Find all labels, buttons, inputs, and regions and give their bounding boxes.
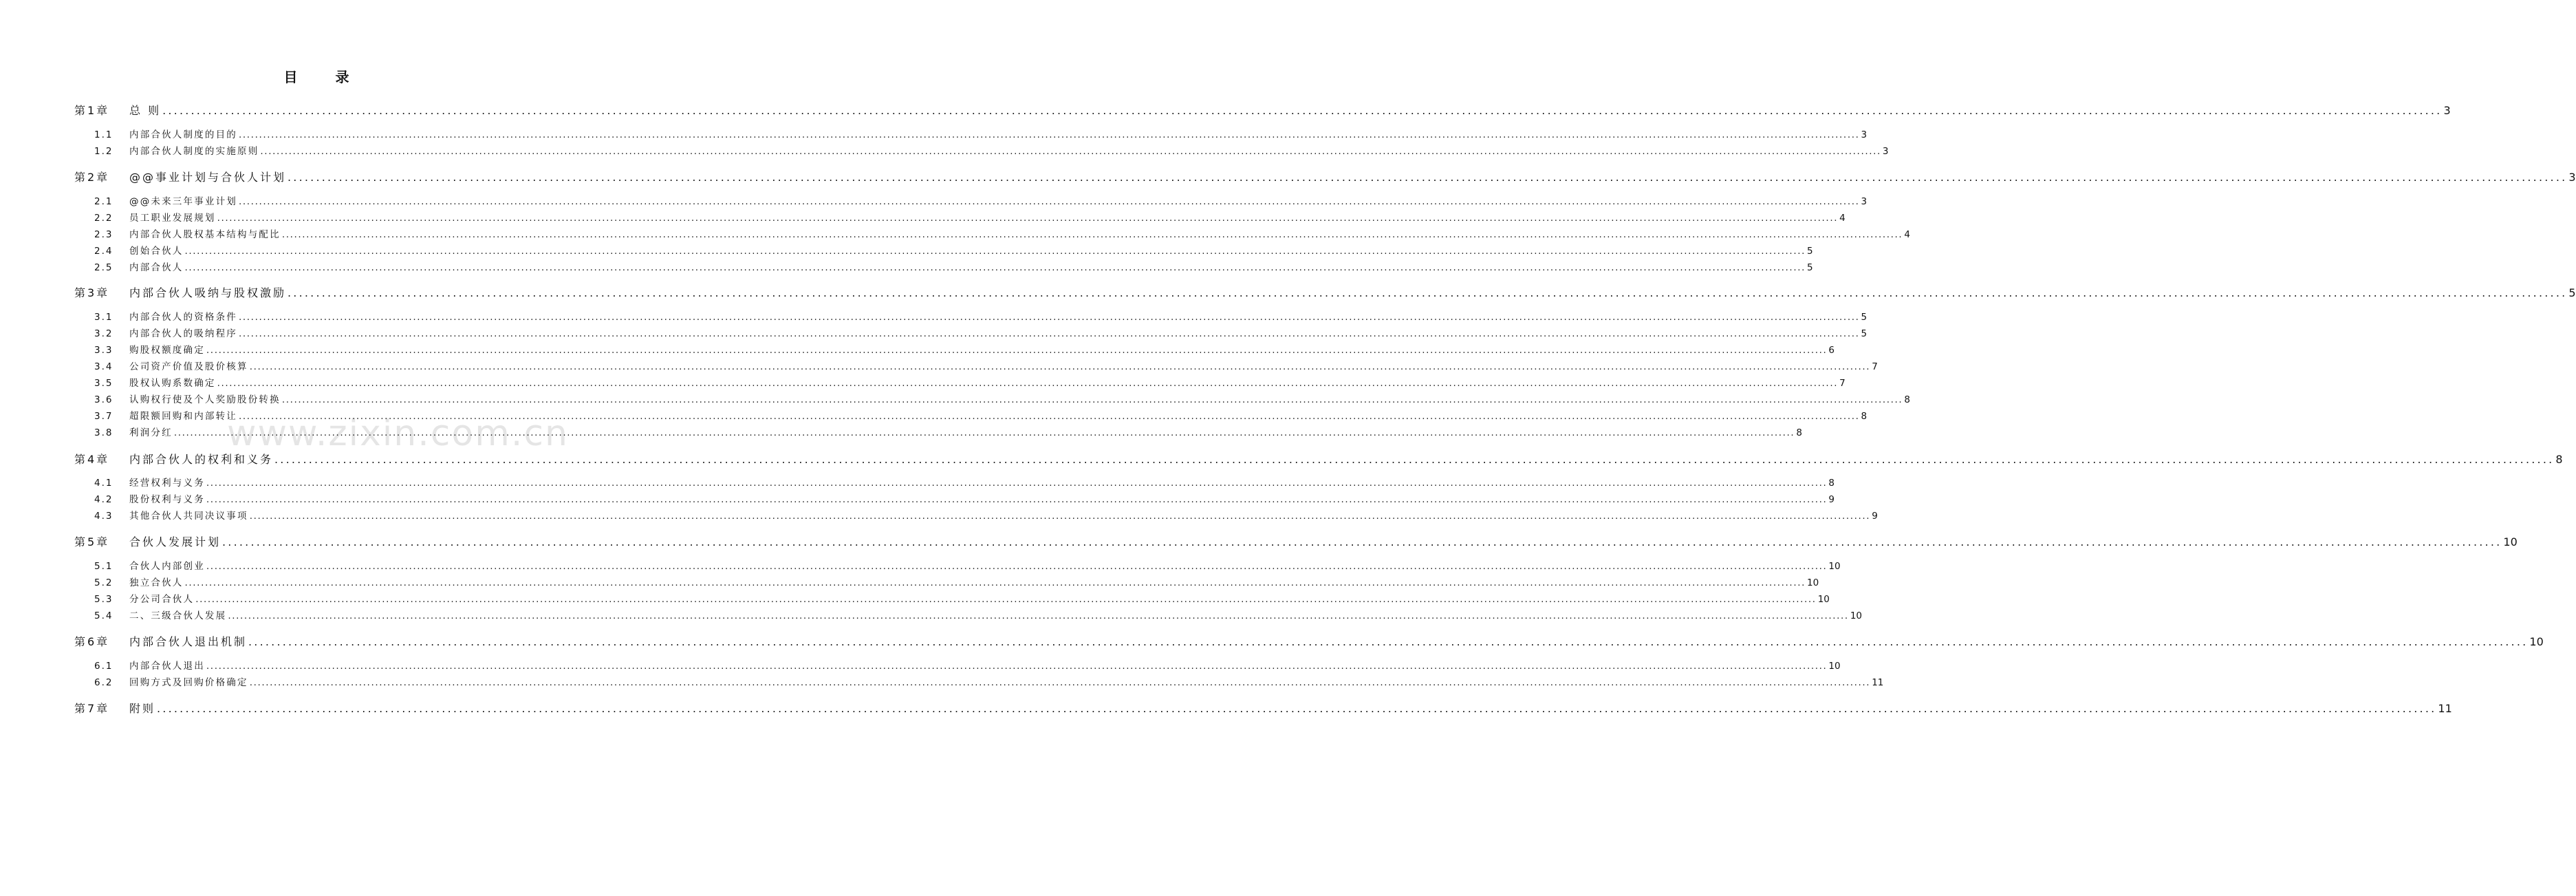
dot-leader: ................................................................................................................................................................................................................................................................................................................................................................................................................ [281,394,1903,405]
toc-chapter-entry[interactable] [74,534,2518,551]
toc-section-entry[interactable] [94,576,1819,590]
toc-entry-label: 创始合伙人 [129,246,184,257]
toc-chapter-entry[interactable] [74,701,2452,717]
toc-entry-number: 3.8 [94,427,113,438]
toc-entry-label: 认购权行使及个人奖励股份转换 [129,394,281,405]
toc-section-entry[interactable] [94,145,1889,158]
toc-entry-page-number: 5 [2568,286,2576,299]
toc-chapter-entry[interactable] [74,451,2563,468]
dot-leader: ................................................................................................................................................................................................................................................................................................................................................................................................................ [274,453,2555,466]
dot-leader: ................................................................................................................................................................................................................................................................................................................................................................................................................ [288,171,2568,184]
toc-section-entry[interactable] [94,128,1868,142]
dot-leader: ................................................................................................................................................................................................................................................................................................................................................................................................................ [184,262,1806,273]
toc-section-entry[interactable] [94,609,1863,623]
toc-section-entry[interactable] [94,676,1884,690]
toc-entry-page-number: 7 [1872,361,1878,372]
toc-entry-page-number: 10 [1828,561,1841,572]
dot-leader: ................................................................................................................................................................................................................................................................................................................................................................................................................ [184,577,1806,588]
dot-leader: ................................................................................................................................................................................................................................................................................................................................................................................................................ [195,594,1817,605]
toc-entry-number: 5.3 [94,594,113,605]
dot-leader: ................................................................................................................................................................................................................................................................................................................................................................................................................ [239,411,1860,422]
toc-entry-label: 其他合伙人共同决议事项 [129,511,248,522]
toc-entry-label: 内部合伙人股权基本结构与配比 [129,229,281,240]
toc-section-entry[interactable] [94,593,1830,606]
toc-entry-number: 第1章 [74,104,110,117]
toc-entry-label: 超限额回购和内部转让 [129,411,237,422]
toc-entry-number: 第4章 [74,453,110,466]
dot-leader: ................................................................................................................................................................................................................................................................................................................................................................................................................ [260,146,1881,157]
dot-leader: ................................................................................................................................................................................................................................................................................................................................................................................................................ [206,478,1828,489]
toc-entry-page-number: 10 [1817,594,1830,605]
toc-entry-number: 第5章 [74,535,110,548]
toc-entry-label: 内部合伙人吸纳与股权激励 [129,286,287,299]
toc-entry-page-number: 10 [2529,635,2544,648]
toc-section-entry[interactable] [94,409,1868,423]
dot-leader: ................................................................................................................................................................................................................................................................................................................................................................................................................ [222,535,2502,548]
dot-leader: ................................................................................................................................................................................................................................................................................................................................................................................................................ [288,286,2568,299]
toc-entry-page-number: 3 [2443,104,2451,117]
toc-title: 目 录 [283,69,366,85]
toc-section-entry[interactable] [94,195,1868,209]
toc-entry-label: 内部合伙人的吸纳程序 [129,328,237,339]
dot-leader: ................................................................................................................................................................................................................................................................................................................................................................................................................ [248,635,2529,648]
toc-entry-page-number: 4 [1839,213,1846,224]
toc-entry-number: 6.1 [94,661,113,672]
toc-entry-number: 第3章 [74,286,110,299]
dot-leader: ................................................................................................................................................................................................................................................................................................................................................................................................................ [206,661,1828,672]
toc-entry-number: 第2章 [74,171,110,184]
toc-entry-number: 3.3 [94,345,113,356]
toc-entry-page-number: 8 [1828,478,1835,489]
toc-entry-label: 回购方式及回购价格确定 [129,677,248,688]
toc-entry-label: 经营权利与义务 [129,478,205,489]
toc-entry-page-number: 11 [2438,702,2452,715]
dot-leader: ................................................................................................................................................................................................................................................................................................................................................................................................................ [157,702,2437,715]
toc-entry-number: 4.3 [94,511,113,522]
dot-leader: ................................................................................................................................................................................................................................................................................................................................................................................................................ [239,328,1860,339]
toc-entry-number: 5.4 [94,610,113,621]
toc-entry-number: 5.1 [94,561,113,572]
toc-chapter-entry[interactable] [74,169,2576,186]
toc-section-entry[interactable] [94,244,1813,258]
dot-leader: ................................................................................................................................................................................................................................................................................................................................................................................................................ [249,361,1871,372]
toc-entry-label: 总 则 [129,104,162,117]
toc-entry-number: 2.4 [94,246,113,257]
toc-entry-label: 内部合伙人的资格条件 [129,312,237,323]
toc-entry-number: 3.1 [94,312,113,323]
toc-entry-label: 合伙人内部创业 [129,561,205,572]
toc-entry-label: 内部合伙人制度的实施原则 [129,146,259,157]
watermark: www.zixin.com.cn [227,413,569,454]
toc-entry-number: 4.1 [94,478,113,489]
toc-entry-page-number: 7 [1839,378,1846,389]
toc-section-entry[interactable] [94,228,1910,242]
toc-chapter-entry[interactable] [74,285,2576,301]
toc-entry-number: 1.1 [94,129,113,140]
toc-entry-label: 内部合伙人的权利和义务 [129,453,274,466]
toc-entry-page-number: 3 [1882,146,1889,157]
toc-entry-page-number: 5 [1807,246,1813,257]
toc-entry-label: @@未来三年事业计划 [129,196,237,207]
toc-entry-number: 2.3 [94,229,113,240]
toc-entry-page-number: 4 [1904,229,1910,240]
toc-entry-label: @@事业计划与合伙人计划 [129,171,287,184]
toc-entry-number: 第6章 [74,635,110,648]
toc-section-entry[interactable] [94,211,1846,225]
toc-entry-label: 内部合伙人 [129,262,184,273]
dot-leader: ................................................................................................................................................................................................................................................................................................................................................................................................................ [249,677,1871,688]
toc-entry-page-number: 3 [2568,171,2576,184]
toc-entry-label: 合伙人发展计划 [129,535,221,548]
toc-entry-page-number: 11 [1872,677,1884,688]
toc-entry-number: 4.2 [94,494,113,505]
toc-entry-number: 3.5 [94,378,113,389]
toc-entry-label: 公司资产价值及股价核算 [129,361,248,372]
toc-entry-page-number: 5 [1861,312,1868,323]
toc-entry-number: 1.2 [94,146,113,157]
dot-leader: ................................................................................................................................................................................................................................................................................................................................................................................................................ [281,229,1903,240]
toc-section-entry[interactable] [94,559,1841,573]
toc-section-entry[interactable] [94,509,1878,523]
toc-entry-number: 3.4 [94,361,113,372]
toc-section-entry[interactable] [94,261,1813,275]
dot-leader: ................................................................................................................................................................................................................................................................................................................................................................................................................ [184,246,1806,257]
toc-entry-page-number: 5 [1807,262,1813,273]
dot-leader: ................................................................................................................................................................................................................................................................................................................................................................................................................ [206,561,1828,572]
toc-chapter-entry[interactable] [74,634,2544,650]
toc-entry-page-number: 10 [1828,661,1841,672]
dot-leader: ................................................................................................................................................................................................................................................................................................................................................................................................................ [173,427,1795,438]
toc-entry-page-number: 8 [1861,411,1868,422]
dot-leader: ................................................................................................................................................................................................................................................................................................................................................................................................................ [206,494,1828,505]
dot-leader: ................................................................................................................................................................................................................................................................................................................................................................................................................ [239,196,1860,207]
toc-entry-number: 2.2 [94,213,113,224]
toc-section-entry[interactable] [94,493,1835,506]
toc-entry-page-number: 10 [1850,610,1863,621]
toc-entry-number: 第7章 [74,702,110,715]
toc-entry-number: 2.5 [94,262,113,273]
toc-chapter-entry[interactable] [74,103,2451,119]
toc-section-entry[interactable] [94,393,1910,407]
toc-entry-page-number: 8 [1796,427,1802,438]
toc-entry-page-number: 5 [1861,328,1868,339]
toc-section-entry[interactable] [94,360,1878,374]
toc-entry-page-number: 10 [2503,535,2518,548]
toc-entry-page-number: 8 [2555,453,2563,466]
toc-entry-label: 内部合伙人退出 [129,661,205,672]
toc-entry-page-number: 9 [1828,494,1835,505]
toc-entry-label: 内部合伙人制度的目的 [129,129,237,140]
toc-entry-label: 独立合伙人 [129,577,184,588]
toc-section-entry[interactable] [94,343,1835,357]
toc-section-entry[interactable] [94,659,1841,673]
toc-entry-number: 3.2 [94,328,113,339]
dot-leader: ................................................................................................................................................................................................................................................................................................................................................................................................................ [162,104,2443,117]
toc-entry-label: 股权认购系数确定 [129,378,216,389]
toc-section-entry[interactable] [94,476,1835,490]
toc-entry-label: 二、三级合伙人发展 [129,610,227,621]
toc-entry-label: 附则 [129,702,156,715]
toc-entry-label: 股份权利与义务 [129,494,205,505]
dot-leader: ................................................................................................................................................................................................................................................................................................................................................................................................................ [217,378,1839,389]
toc-section-entry[interactable] [94,426,1802,440]
toc-entry-page-number: 8 [1904,394,1910,405]
toc-section-entry[interactable] [94,327,1868,341]
toc-entry-label: 员工职业发展规划 [129,213,216,224]
toc-entry-number: 3.6 [94,394,113,405]
dot-leader: ................................................................................................................................................................................................................................................................................................................................................................................................................ [206,345,1828,356]
toc-entry-page-number: 6 [1828,345,1835,356]
toc-section-entry[interactable] [94,310,1868,324]
toc-entry-page-number: 10 [1807,577,1819,588]
toc-entry-number: 5.2 [94,577,113,588]
toc-entry-label: 利润分红 [129,427,173,438]
toc-entry-label: 分公司合伙人 [129,594,195,605]
dot-leader: ................................................................................................................................................................................................................................................................................................................................................................................................................ [249,511,1871,522]
dot-leader: ................................................................................................................................................................................................................................................................................................................................................................................................................ [217,213,1839,224]
dot-leader: ................................................................................................................................................................................................................................................................................................................................................................................................................ [239,129,1860,140]
toc-entry-number: 2.1 [94,196,113,207]
toc-entry-page-number: 9 [1872,511,1878,522]
dot-leader: ................................................................................................................................................................................................................................................................................................................................................................................................................ [228,610,1849,621]
toc-entry-label: 购股权额度确定 [129,345,205,356]
toc-entry-page-number: 3 [1861,129,1868,140]
toc-entry-number: 3.7 [94,411,113,422]
toc-entry-label: 内部合伙人退出机制 [129,635,248,648]
toc-section-entry[interactable] [94,376,1846,390]
toc-entry-page-number: 3 [1861,196,1868,207]
toc-entry-number: 6.2 [94,677,113,688]
dot-leader: ................................................................................................................................................................................................................................................................................................................................................................................................................ [239,312,1860,323]
